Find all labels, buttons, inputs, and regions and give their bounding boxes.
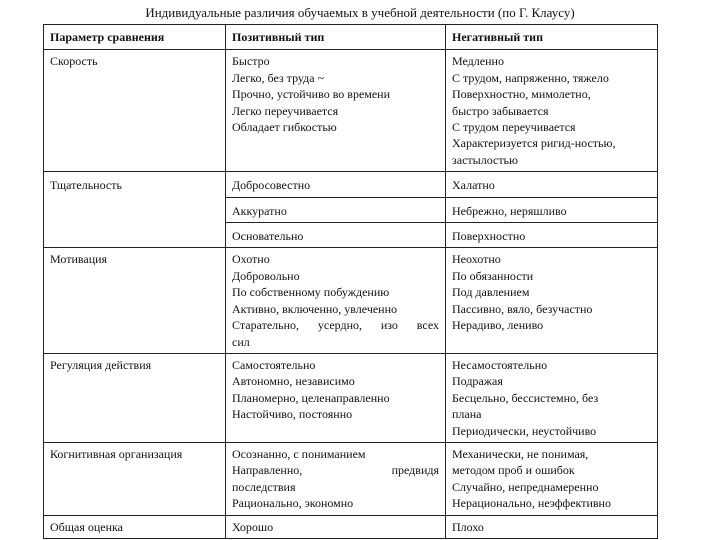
positive-cell: Хорошо bbox=[226, 515, 446, 538]
param-cell: Мотивация bbox=[44, 248, 226, 353]
cell-line: Под давлением bbox=[452, 285, 530, 300]
cell-line: С трудом, напряженно, тяжело bbox=[452, 70, 609, 85]
cell-line: Добровольно bbox=[232, 268, 300, 283]
header-negative-type: Негативный тип bbox=[446, 25, 658, 50]
cell-line: плана bbox=[452, 407, 482, 422]
cell-line: Охотно bbox=[232, 252, 270, 267]
cell-line: Быстро bbox=[232, 54, 270, 69]
cell-line: По обязанности bbox=[452, 268, 534, 283]
positive-cell bbox=[226, 50, 446, 172]
cell-line: Настойчиво, постоянно bbox=[232, 407, 353, 422]
table-row-cognitive bbox=[44, 442, 658, 515]
cell-line: По собственному побуждению bbox=[232, 285, 390, 300]
cell-line: Прочно, устойчиво во времени bbox=[232, 87, 391, 102]
cell-line: С трудом переучивается bbox=[452, 120, 576, 135]
positive-cell bbox=[226, 442, 446, 515]
cell-line: Легко, без труда ~ bbox=[232, 70, 325, 85]
header-parameter: Параметр сравнения bbox=[44, 25, 226, 50]
cell-line: Пассивно, вяло, безучастно bbox=[452, 301, 593, 316]
cell-line: Осознанно, с пониманием bbox=[232, 446, 366, 461]
table-row-speed bbox=[44, 50, 658, 172]
table-row-regulation bbox=[44, 353, 658, 442]
cell-line: Самостоятельно bbox=[232, 357, 316, 372]
cell-line: Случайно, непреднамеренно bbox=[452, 479, 599, 494]
cell-line: Поверхностно, мимолетно, bbox=[452, 87, 591, 102]
table-header-row bbox=[44, 25, 658, 50]
cell-line: Подражая bbox=[452, 374, 503, 389]
cell-line: сил bbox=[232, 334, 250, 349]
negative-cell bbox=[446, 50, 658, 172]
cell-line: Механически, не понимая, bbox=[452, 446, 589, 461]
negative-cell: Небрежно, неряшливо bbox=[446, 197, 658, 222]
negative-cell: Плохо bbox=[446, 515, 658, 538]
cell-line: быстро забывается bbox=[452, 103, 549, 118]
cell-line: застылостью bbox=[452, 152, 518, 167]
param-cell: Общая оценка bbox=[44, 515, 226, 538]
negative-cell: Халатно bbox=[446, 172, 658, 197]
positive-cell: Основательно bbox=[226, 223, 446, 248]
cell-line: Обладает гибкостью bbox=[232, 120, 337, 135]
positive-cell: Добросовестно bbox=[226, 172, 446, 197]
cell-line: Планомерно, целенаправленно bbox=[232, 390, 390, 405]
cell-line: Медленно bbox=[452, 54, 504, 69]
cell-line: методом проб и ошибок bbox=[452, 463, 575, 478]
cell-line: Несамостоятельно bbox=[452, 357, 548, 372]
cell-line: последствия bbox=[232, 479, 296, 494]
param-cell: Скорость bbox=[44, 50, 226, 172]
cell-line: Нерационально, неэффективно bbox=[452, 496, 611, 511]
negative-cell: Поверхностно bbox=[446, 223, 658, 248]
cell-line: Неохотно bbox=[452, 252, 501, 267]
cell-line: Автономно, независимо bbox=[232, 374, 355, 389]
negative-cell bbox=[446, 248, 658, 353]
table-caption: Индивидуальные различия обучаемых в учебной деятельности (по Г. Клаусу) bbox=[145, 5, 575, 20]
table-row-motivation bbox=[44, 248, 658, 353]
cell-line: Бесцельно, бессистемно, без bbox=[452, 390, 599, 405]
comparison-table bbox=[43, 24, 658, 539]
header-positive-type: Позитивный тип bbox=[226, 25, 446, 50]
positive-cell bbox=[226, 248, 446, 353]
negative-cell bbox=[446, 353, 658, 442]
param-cell: Регуляция действия bbox=[44, 353, 226, 442]
negative-cell bbox=[446, 442, 658, 515]
cell-line: Активно, включенно, увлеченно bbox=[232, 301, 398, 316]
cell-line: Нерадиво, лениво bbox=[452, 318, 544, 333]
cell-line: Легко переучивается bbox=[232, 103, 339, 118]
cell-line: Периодически, неустойчиво bbox=[452, 423, 597, 438]
param-cell: Когнитивная организация bbox=[44, 442, 226, 515]
cell-line: Характеризуется ригид-ностью, bbox=[452, 136, 616, 151]
table-row-thoroughness bbox=[44, 172, 658, 197]
positive-cell: Аккуратно bbox=[226, 197, 446, 222]
positive-cell bbox=[226, 353, 446, 442]
table-row-overall bbox=[44, 515, 658, 538]
cell-line: Старательно, усердно, изо всех bbox=[232, 318, 439, 333]
cell-line: Рационально, экономно bbox=[232, 496, 354, 511]
param-cell: Тщательность bbox=[44, 172, 226, 248]
cell-line: Направленно, предвидя bbox=[232, 463, 439, 478]
